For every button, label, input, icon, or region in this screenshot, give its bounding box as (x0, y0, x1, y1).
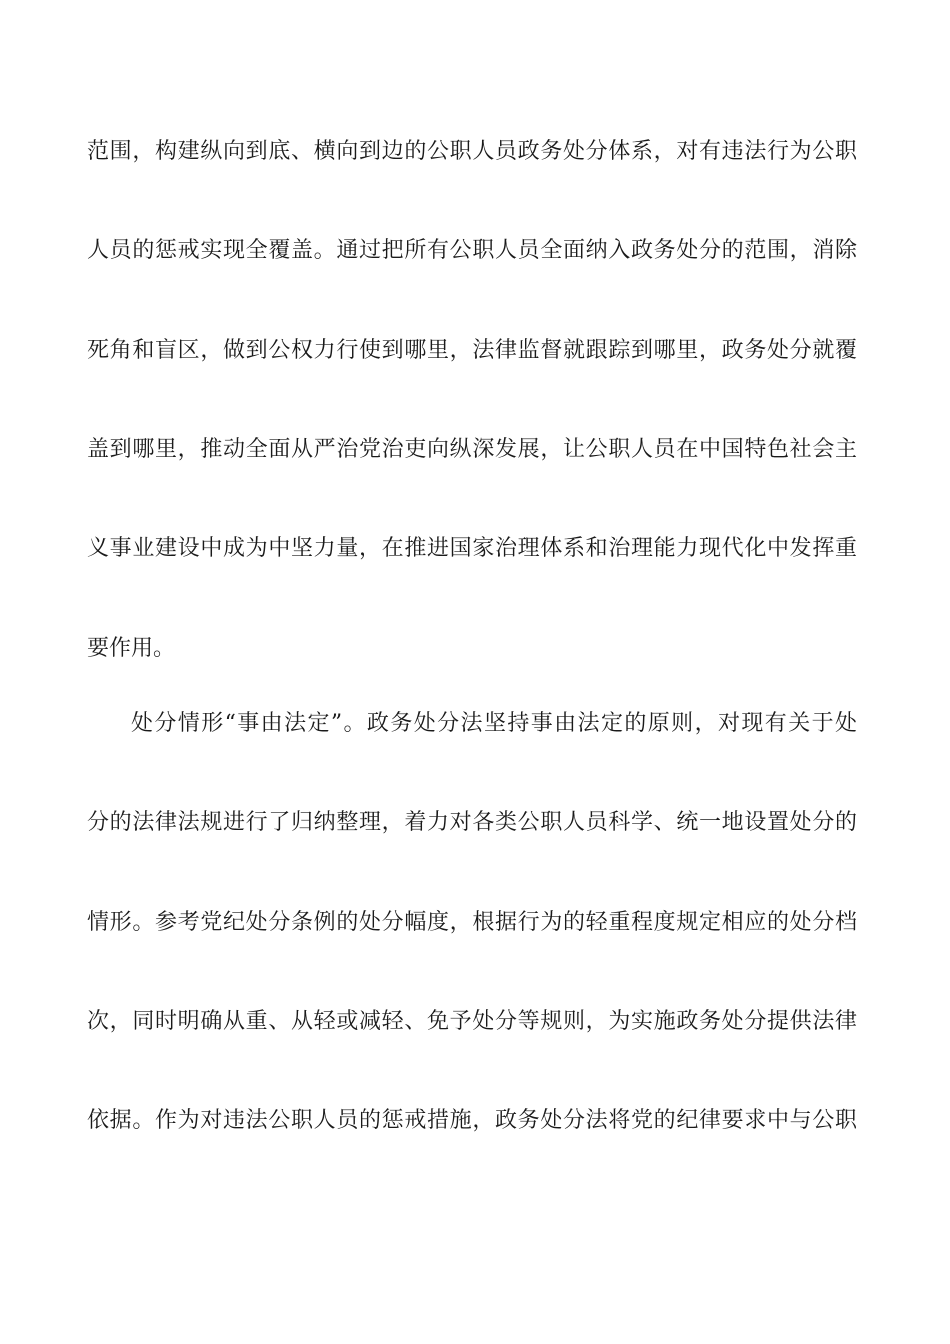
paragraph-1-line-5: 义事业建设中成为中坚力量，在推进国家治理体系和治理能力现代化中发挥重 (87, 536, 857, 561)
paragraph-2-line-1: 处分情形“事由法定”。政务处分法坚持事由法定的原则，对现有关于处 (131, 711, 857, 736)
paragraph-2-line-3: 情形。参考党纪处分条例的处分幅度，根据行为的轻重程度规定相应的处分档 (87, 910, 857, 935)
paragraph-2-line-2: 分的法律法规进行了归纳整理，着力对各类公职人员科学、统一地设置处分的 (87, 810, 857, 835)
paragraph-2-line-4: 次，同时明确从重、从轻或减轻、免予处分等规则，为实施政务处分提供法律 (87, 1009, 857, 1034)
paragraph-1-line-1: 范围，构建纵向到底、横向到边的公职人员政务处分体系，对有违法行为公职 (87, 139, 857, 164)
paragraph-2-line-5: 依据。作为对违法公职人员的惩戒措施，政务处分法将党的纪律要求中与公职 (87, 1108, 857, 1133)
paragraph-1-line-3: 死角和盲区，做到公权力行使到哪里，法律监督就跟踪到哪里，政务处分就覆 (87, 338, 857, 363)
paragraph-1-line-4: 盖到哪里，推动全面从严治党治吏向纵深发展，让公职人员在中国特色社会主 (87, 437, 857, 462)
paragraph-1-line-6: 要作用。 (87, 636, 176, 661)
paragraph-1-line-2: 人员的惩戒实现全覆盖。通过把所有公职人员全面纳入政务处分的范围，消除 (87, 238, 857, 263)
